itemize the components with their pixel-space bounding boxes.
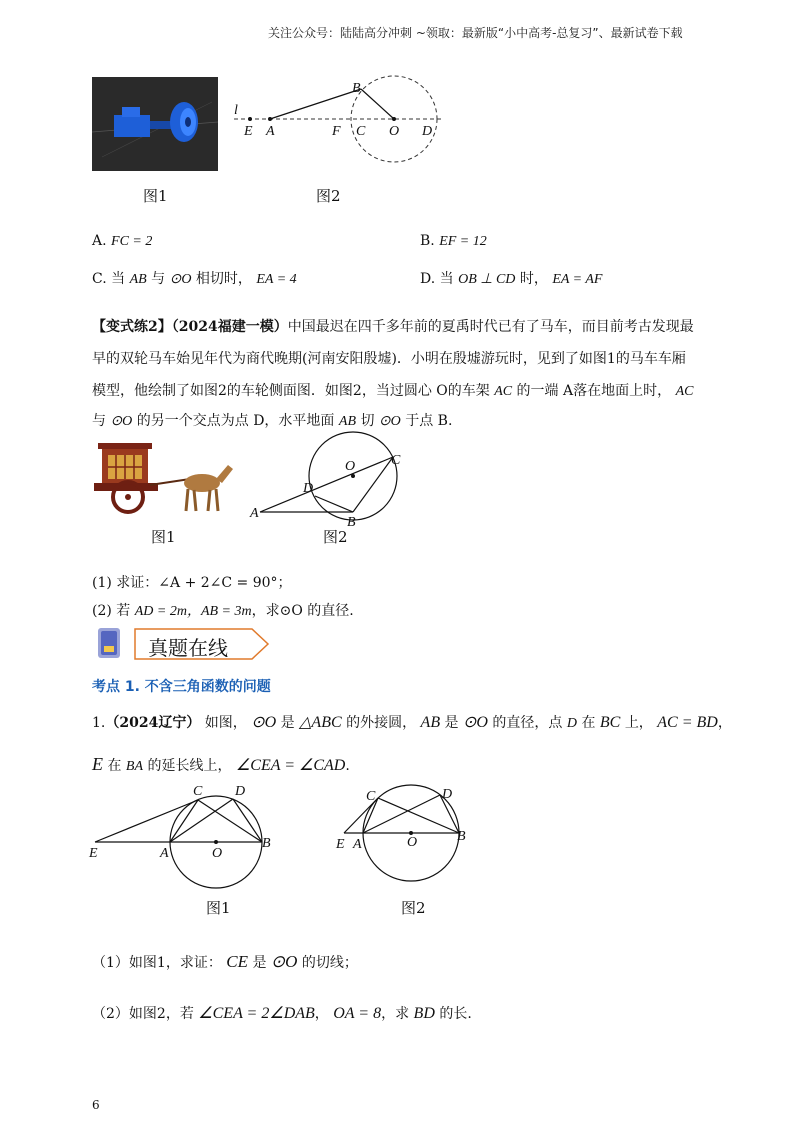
variant2-line4-math2: AB: [338, 414, 356, 429]
label-D: D: [235, 784, 246, 799]
option-c: [92, 268, 297, 288]
p1-l1-m7: AC = BD: [657, 714, 718, 731]
option-d-math1: OB ⊥ CD: [458, 272, 516, 287]
variant2-line3-math2: AC: [675, 384, 694, 399]
top-fig2-diagram: [228, 72, 448, 192]
variant2-line3-text: 模型，他绘制了如图2的车轮侧面图．如图2，当过圆心 O的车架: [92, 383, 490, 399]
p1-q1-mid: 是: [252, 955, 267, 971]
problem1-number: 1.: [92, 715, 106, 731]
p1-l2-m1: E: [92, 754, 103, 774]
page-header: 关注公众号：陆陆高分冲刺 ~领取：最新版“小中高考-总复习”、最新试卷下载: [268, 26, 683, 40]
p1-l1-a: 如图，: [204, 715, 247, 731]
p1-l1-f: 在: [581, 715, 596, 731]
label-C: C: [366, 789, 376, 804]
label-A: A: [250, 506, 259, 521]
variant2-line4-math1: ⊙O: [110, 414, 133, 429]
option-c-mid: 与: [151, 271, 166, 287]
p1-q2-tail: 的长.: [439, 1006, 472, 1022]
p1-l1-h: ，: [717, 715, 732, 731]
option-b: [420, 233, 487, 250]
label-E: E: [89, 846, 98, 861]
label-O: O: [407, 835, 418, 850]
carriage-image: [90, 435, 240, 520]
variant2-line4-math3: ⊙O: [378, 414, 401, 429]
p1-l2-b: 的延长线上，: [147, 758, 232, 774]
p1-q1-m2: ⊙O: [270, 952, 298, 971]
label-A: A: [353, 837, 362, 852]
book-icon: [96, 626, 124, 662]
variant2-q2: [92, 600, 354, 620]
option-c-math2: ⊙O: [169, 272, 192, 287]
label-D: D: [422, 124, 433, 139]
label-D: D: [303, 481, 314, 496]
p1-l2-a: 在: [107, 758, 122, 774]
variant2-line2: 早的双轮马车始见年代为商代晚期(河南安阳殷墟)．小明在殷墟游玩时，见到了如图1的马车车厢: [92, 351, 686, 367]
p1-q1-m1: CE: [226, 952, 249, 971]
p1-l1-m2: △ABC: [299, 714, 342, 731]
p1-l1-e: 的直径，点: [492, 715, 563, 731]
option-a: [92, 233, 152, 250]
problem1-q2: [92, 1003, 472, 1023]
label-B: B: [352, 81, 361, 96]
p1-l1-d: 是: [444, 715, 459, 731]
p1-q2-m3: BD: [413, 1005, 435, 1022]
label-B: B: [347, 515, 356, 530]
p1-l2-c: .: [345, 758, 350, 774]
option-a-label: A.: [92, 233, 107, 249]
label-F: F: [332, 124, 341, 139]
variant2-line4: [92, 410, 452, 430]
label-C: C: [193, 784, 203, 799]
variant2-fig2-caption: 图2: [323, 528, 348, 546]
option-b-label: B.: [420, 233, 435, 249]
p1-l1-m5: D: [566, 716, 577, 731]
p1-q2-m2: OA = 8: [333, 1005, 382, 1022]
problem1-fig1-diagram: [85, 775, 280, 895]
variant2-line3: [92, 380, 693, 400]
problem1-fig2-diagram: [332, 780, 472, 895]
p1-l1-m6: BC: [599, 714, 621, 731]
variant2-q2-math: AD = 2m，AB = 3m: [134, 604, 252, 619]
p1-q2-pre: （2）如图2，若: [92, 1006, 194, 1022]
problem1-fig2-caption: 图2: [401, 899, 426, 917]
topic-heading: 考点 1. 不含三角函数的问题: [92, 679, 271, 695]
p1-q1-pre: （1）如图1，求证：: [92, 955, 222, 971]
option-c-math1: AB: [129, 272, 147, 287]
option-c-label: C. 当: [92, 271, 126, 287]
label-B: B: [262, 836, 271, 851]
wheel-model-drawing: [92, 77, 218, 171]
label-C: C: [356, 124, 366, 139]
label-D: D: [442, 787, 453, 802]
variant2-q2-tail: ，求⊙O 的直径.: [251, 603, 354, 619]
p1-l1-g: 上，: [624, 715, 653, 731]
label-O: O: [389, 124, 400, 139]
label-O: O: [212, 846, 223, 861]
label-A: A: [266, 124, 275, 139]
label-E: E: [244, 124, 253, 139]
top-fig2-caption: 图2: [316, 187, 341, 205]
variant2-line4-tail: 于点 B.: [405, 413, 453, 429]
problem1-tag: （2024辽宁）: [105, 715, 201, 731]
label-E: E: [336, 837, 345, 852]
p1-l1-b: 是: [280, 715, 295, 731]
p1-l2-m3: ∠CEA = ∠CAD: [235, 757, 346, 774]
problem1-line1: [92, 712, 732, 732]
problem1-line2: [92, 754, 350, 775]
variant2-line4-pre: 与: [92, 413, 106, 429]
p1-q2-m1: ∠CEA = 2∠DAB: [198, 1005, 315, 1022]
variant2-line3-math: AC: [494, 384, 513, 399]
variant2-fig2-diagram: [245, 430, 410, 530]
problem1-q1: [92, 952, 358, 972]
option-a-math: FC = 2: [111, 234, 153, 249]
variant2-line1-text: 中国最迟在四千多年前的夏禹时代已有了马车，而目前考古发现最: [287, 319, 694, 335]
label-l: l: [234, 103, 238, 118]
variant2-q1: (1) 求证：∠A + 2∠C = 90°；: [92, 575, 292, 591]
p1-l1-m3: AB: [420, 714, 441, 731]
p1-q1-tail: 的切线；: [301, 955, 358, 971]
wheel-model-image: [92, 77, 218, 171]
p1-l2-m2: BA: [125, 759, 144, 774]
option-d-tail: 时，: [519, 271, 548, 287]
p1-l1-c: 的外接圆，: [346, 715, 417, 731]
label-C: C: [391, 453, 401, 468]
label-A: A: [160, 846, 169, 861]
option-c-tail: 相切时，: [195, 271, 252, 287]
label-B: B: [457, 829, 466, 844]
variant2-q2-pre: (2) 若: [92, 603, 131, 619]
p1-q2-mid2: ，求: [381, 1006, 410, 1022]
variant2-line3-tail: 的一端 A落在地面上时，: [516, 383, 672, 399]
variant2-line4-mid: 的另一个交点为点 D，水平地面: [136, 413, 335, 429]
p1-l1-m1: ⊙O: [251, 714, 277, 731]
option-d-label: D. 当: [420, 271, 454, 287]
top-fig1-caption: 图1: [143, 187, 168, 205]
p1-l1-m4: ⊙O: [463, 714, 488, 731]
option-b-math: EF = 12: [439, 234, 487, 249]
variant2-line1: [92, 316, 694, 336]
option-d: [420, 268, 602, 288]
page-number: 6: [92, 1098, 100, 1112]
section-banner-title: 真题在线: [148, 636, 228, 660]
variant2-line4-mid2: 切: [360, 413, 375, 429]
option-d-math2: EA = AF: [552, 272, 603, 287]
variant2-tag: 【变式练2】（2024福建一模）: [92, 319, 288, 335]
problem1-fig1-caption: 图1: [206, 899, 231, 917]
variant2-fig1-caption: 图1: [151, 528, 176, 546]
label-O: O: [345, 459, 356, 474]
option-c-math3: EA = 4: [256, 272, 297, 287]
p1-q2-mid: ，: [314, 1006, 329, 1022]
